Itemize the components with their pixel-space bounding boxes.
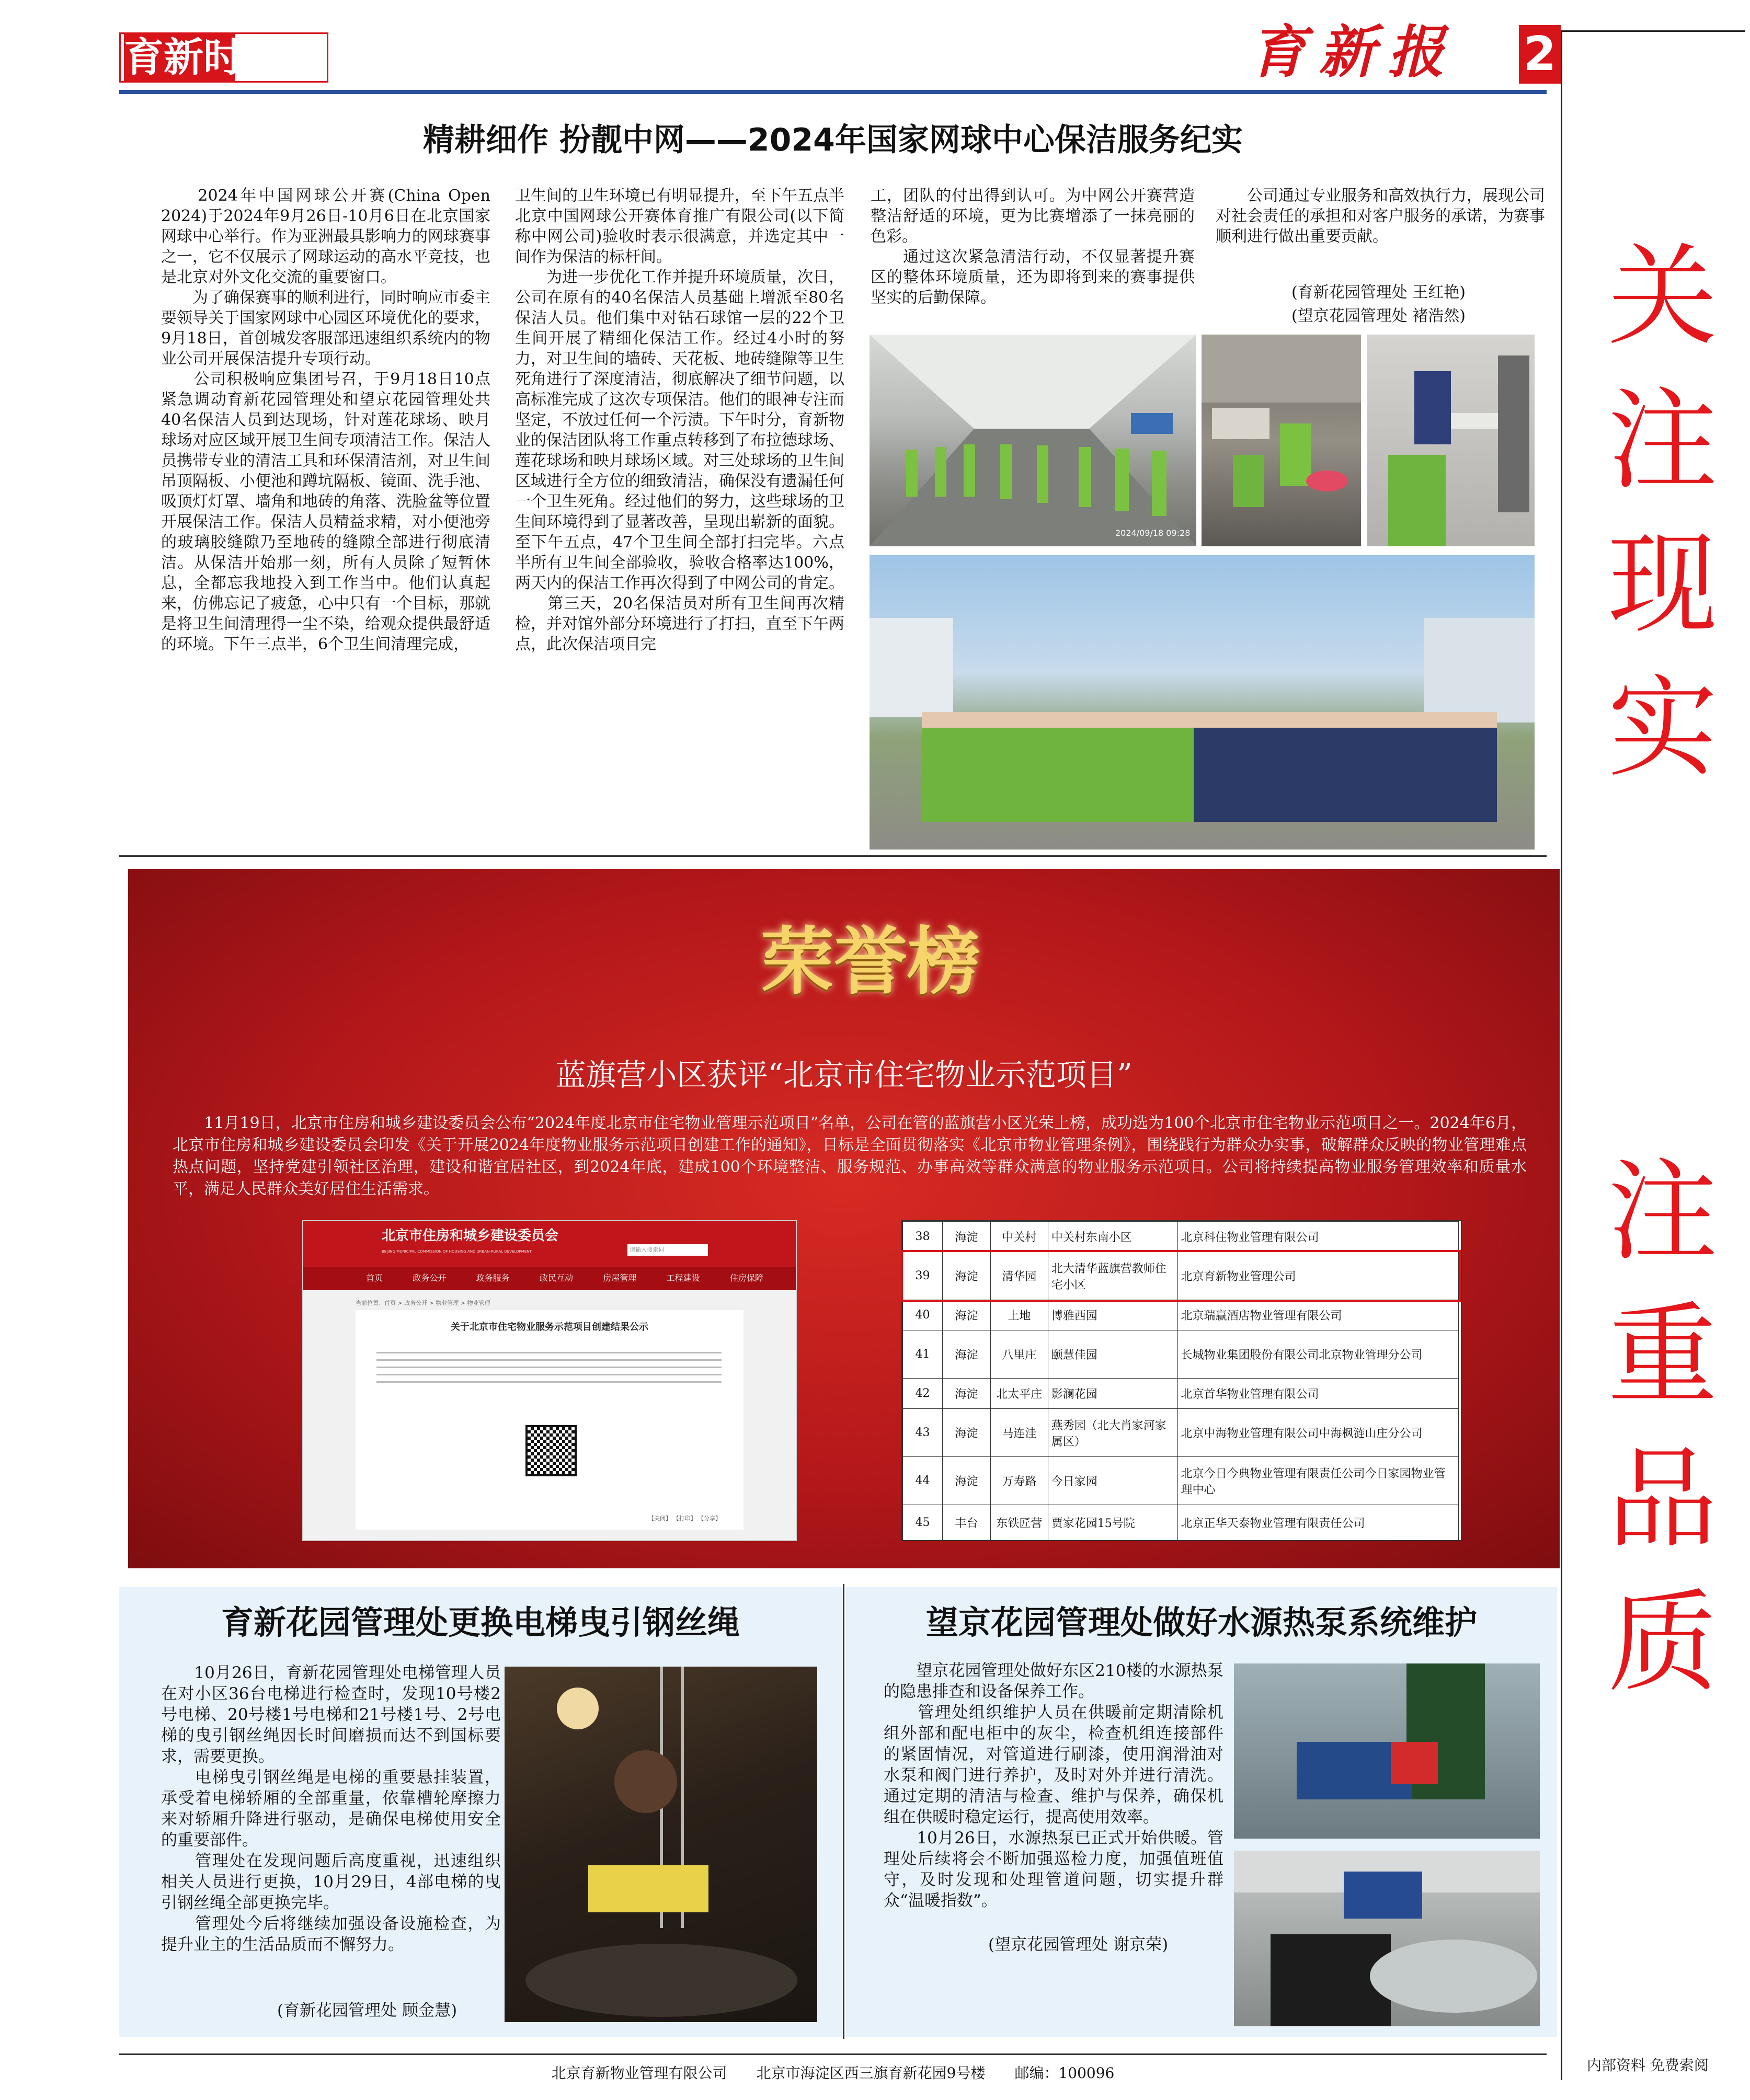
ceiling-cleaning-photo	[1367, 335, 1535, 546]
side-slogan-bottom: 注重品质	[1607, 1147, 1718, 1707]
article1-col4: 公司通过专业服务和高效执行力，展现公司对社会责任的承担和对客户服务的承诺，为赛事顺利进行做出重要贡献。	[1216, 187, 1545, 246]
heat-pump-scene-1	[1234, 1663, 1540, 1839]
article3-byline: (望京花园管理处 谢京荣)	[988, 1935, 1169, 1954]
side-slogan-top: 关注现实	[1607, 233, 1718, 792]
row-community: 燕秀园（北大肖家河家属区）	[1048, 1409, 1177, 1457]
row-street: 上地	[990, 1300, 1048, 1330]
row-district: 海淀	[942, 1457, 990, 1505]
washroom-cleaning-photo	[1202, 335, 1361, 546]
site-nav-housing[interactable]: 房屋管理	[603, 1273, 637, 1283]
row-number: 41	[903, 1330, 943, 1379]
article1-byline2: (望京花园管理处 褚浩然)	[1291, 307, 1466, 325]
article2-body: 10月26日，育新花园管理处电梯管理人员在对小区36台电梯进行检查时，发现10号楼2号电梯、20号楼1号电梯和21号楼1号、2号电梯的曳引钢丝绳因长时间磨损而达不到国标要求，需要更换。 电梯曳引钢丝绳是电梯的重要悬挂装置，承受着电梯轿厢的全部重量，依靠槽轮摩擦力来对轿厢升降进行驱动，是确保电梯使用安全的重要部件。 管理处在发现问题后高度重视，迅速组织相关人员进行更换，10月29日，4部电梯的曳引钢丝绳全部更换完毕。 管理处今后将继续加强设备设施检查，为提升业主的生活品质而不懈努力。	[161, 1663, 501, 1954]
article1-byline1: (育新花园管理处 王红艳)	[1291, 283, 1466, 302]
row-company: 长城物业集团股份有限公司北京物业管理分公司	[1177, 1330, 1458, 1379]
article3-title: 望京花园管理处做好水源热泵系统维护	[925, 1603, 1477, 1642]
row-company: 北京中海物业管理有限公司中海枫涟山庄分公司	[1177, 1409, 1458, 1457]
site-org-name: 北京市住房和城乡建设委员会	[382, 1228, 559, 1244]
site-nav-interaction[interactable]: 政民互动	[539, 1273, 573, 1283]
table-row	[903, 1409, 1459, 1457]
washroom-scene	[1202, 335, 1361, 546]
row-community: 今日家园	[1048, 1457, 1177, 1505]
website-screenshot	[302, 1220, 797, 1541]
row-district: 海淀	[942, 1409, 990, 1457]
site-header	[303, 1221, 796, 1267]
row-district: 海淀	[942, 1222, 990, 1252]
row-district: 海淀	[942, 1379, 990, 1409]
footer-address: 北京市海淀区西三旗育新花园9号楼	[756, 2064, 986, 2082]
table-row	[903, 1457, 1459, 1505]
article1-rule	[119, 855, 1547, 857]
site-nav-gov-service[interactable]: 政务服务	[476, 1273, 510, 1283]
row-number: 42	[903, 1379, 943, 1409]
article1-col2: 卫生间的卫生环境已有明显提升，至下午五点半北京中国网球公开赛体育推广有限公司(以下简称中网公司)验收时表示很满意，并选定其中一间作为保洁的标杆间。 为进一步优化工作并提升环境质量，次日，公司在原有的40名保洁人员基础上增派至80名保洁人员。他们集中对钻石球馆一层的22个卫生间开展了精细化保洁工作。经过4小时的努力，对卫生间的墙砖、天花板、地砖缝隙等卫生死角进行了深度清洁，彻底解决了细节问题，以高标准完成了这次专项保洁。他们的眼神专注而坚定，不放过任何一个污渍。下午时分，育新物业的保洁团队将工作重点转移到了布拉德球场、莲花球场和映月球场区域。对三处球场的卫生间区域进行全方位的细致清洁，确保没有遗漏任何一个卫生死角。经过他们的努力，这些球场的卫生间环境得到了显著改善，呈现出崭新的面貌。至下午五点，47个卫生间全部打扫完毕。六点半所有卫生间全部验收，验收合格率达100%，两天内的保洁工作再次得到了中网公司的肯定。 第三天，20名保洁员对所有卫生间再次精检，并对馆外部分环境进行了打扫，直至下午两点，此次保洁项目完	[515, 187, 844, 653]
team-group-photo	[870, 555, 1535, 850]
row-company: 北京今日今典物业管理有限责任公司今日家园物业管理中心	[1177, 1457, 1458, 1505]
table-row	[903, 1330, 1459, 1379]
footer-company: 北京育新物业管理有限公司	[551, 2064, 727, 2082]
site-search-input[interactable]: 请输入搜索词	[627, 1244, 708, 1256]
row-number: 45	[903, 1505, 943, 1541]
row-community: 中关村东南小区	[1048, 1222, 1177, 1252]
site-doc-title: 关于北京市住宅物业服务示范项目创建结果公示	[451, 1322, 648, 1333]
article3-body: 望京花园管理处做好东区210楼的水源热泵的隐患排查和设备保养工作。 管理处组织维护人员在供暖前定期清除机组外部和配电柜中的灰尘，检查机组连接部件的紧固情况，对管道进行刷漆，使用润滑油对水泵和阀门进行养护，及时对外并进行清洗。通过定期的清洁与检查、维护与保养，确保机组在供暖时稳定运行，提高使用效率。 10月26日，水源热泵已正式开始供暖。管理处后续将会不断加强巡检力度，加强值班值守，及时发现和处理管道问题，切实提升群众“温暖指数”。	[884, 1661, 1223, 1910]
page-number: 2	[1519, 25, 1561, 84]
elevator-scene	[505, 1667, 817, 2022]
heat-pump-photo-2	[1234, 1851, 1540, 2026]
table-row	[903, 1300, 1459, 1330]
team-scene	[870, 555, 1535, 850]
site-doc-footer: 【关闭】 【打印】 【分享】	[648, 1515, 721, 1522]
row-number: 44	[903, 1457, 943, 1505]
side-footnote: 内部资料 免费索阅	[1587, 2057, 1709, 2074]
corridor-scene	[870, 335, 1196, 546]
row-community: 贾家花园15号院	[1048, 1505, 1177, 1541]
site-doc	[356, 1310, 744, 1530]
photo-timestamp: 2024/09/18 09:28	[1115, 528, 1191, 538]
row-street: 马连洼	[990, 1409, 1048, 1457]
row-community: 颐慧佳园	[1048, 1330, 1177, 1379]
table-row	[903, 1505, 1459, 1541]
row-district: 丰台	[942, 1505, 990, 1541]
site-breadcrumb: 当前位置：首页 > 政务公开 > 物业管理 > 物业管理	[356, 1300, 490, 1306]
row-company: 北京育新物业管理公司	[1177, 1252, 1458, 1300]
row-number: 38	[903, 1222, 943, 1252]
site-doc-lines	[376, 1352, 722, 1388]
site-nav-gov-open[interactable]: 政务公开	[413, 1273, 447, 1283]
masthead-rule	[119, 90, 1547, 94]
article1-title: 精耕细作 扮靓中网——2024年国家网球中心保洁服务纪实	[423, 122, 1243, 158]
article2-byline: (育新花园管理处 顾金慧)	[277, 2001, 457, 2020]
row-community: 北大清华蓝旗营教师住宅小区	[1048, 1252, 1177, 1300]
row-street: 中关村	[990, 1222, 1048, 1252]
article1-col3: 工，团队的付出得到认可。为中网公开赛营造整洁舒适的环境，更为比赛增添了一抹亮丽的色彩。 通过这次紧急清洁行动，不仅显著提升赛区的整体环境质量，还为即将到来的赛事提供坚实的后勤保障。	[871, 187, 1195, 307]
row-district: 海淀	[942, 1300, 990, 1330]
article2-title: 育新花园管理处更换电梯曳引钢丝绳	[221, 1603, 740, 1642]
footer	[119, 2063, 1547, 2084]
site-org-en: BEIJING MUNICIPAL COMMISSION OF HOUSING AND URBAN-RURAL DEVELOPMENT	[382, 1249, 532, 1254]
table-row	[903, 1379, 1459, 1409]
row-street: 东铁匠营	[990, 1505, 1048, 1541]
row-number: 39	[903, 1252, 943, 1300]
row-company: 北京瑞赢酒店物业管理有限公司	[1177, 1300, 1458, 1330]
table-row	[903, 1222, 1459, 1252]
site-nav-home[interactable]: 首页	[366, 1273, 383, 1283]
footer-postcode: 邮编：100096	[1014, 2064, 1115, 2082]
row-community: 博雅西园	[1048, 1300, 1177, 1330]
row-street: 八里庄	[990, 1330, 1048, 1379]
heat-pump-photo-1	[1234, 1663, 1540, 1839]
row-company: 北京正华天泰物业管理有限责任公司	[1177, 1505, 1458, 1541]
row-street: 北太平庄	[990, 1379, 1048, 1409]
site-nav-items	[366, 1271, 763, 1287]
corridor-cleaning-photo	[870, 335, 1196, 546]
table-row	[903, 1252, 1459, 1300]
honor-body: 11月19日，北京市住房和城乡建设委员会公布“2024年度北京市住宅物业管理示范项目”名单，公司在管的蓝旗营小区光荣上榜，成功选为100个北京市住宅物业示范项目之一。2024年6月，北京市住房和城乡建设委员会印发《关于开展2024年度物业服务示范项目创建工作的通知》，目标是全面贯彻落实《北京市物业管理条例》，围绕践行为群众办实事，破解群众反映的物业管理难点热点问题，坚持党建引领社区治理，建设和谐宜居社区，到2024年底，建成100个环境整洁、服务规范、办事高效等群众满意的物业服务示范项目。公司将持续提高物业服务管理效率和质量水平，满足人民群众美好居住生活需求。	[173, 1114, 1527, 1198]
row-number: 43	[903, 1409, 943, 1457]
paper-name: 育新报	[1250, 19, 1457, 85]
row-company: 北京首华物业管理有限公司	[1177, 1379, 1458, 1409]
site-qr-code	[525, 1425, 577, 1476]
row-number: 40	[903, 1300, 943, 1330]
award-list-table	[901, 1220, 1462, 1541]
section-tag	[119, 32, 328, 83]
award-table	[902, 1221, 1459, 1541]
bottom-divider	[843, 1584, 844, 2039]
site-nav-security[interactable]: 住房保障	[729, 1273, 763, 1283]
row-district: 海淀	[942, 1252, 990, 1300]
elevator-rope-photo	[505, 1667, 817, 2022]
footer-rule	[119, 2053, 1547, 2055]
row-company: 北京科住物业管理有限公司	[1177, 1222, 1458, 1252]
article1-col1: 2024年中国网球公开赛(China Open 2024)于2024年9月26日-10月6日在北京国家网球中心举行。作为亚洲最具影响力的网球赛事之一，它不仅展示了网球运动的高水平竞技，也是北京对外文化交流的重要窗口。 为了确保赛事的顺利进行，同时响应市委主要领导关于国家网球中心园区环境优化的要求，9月18日，首创城发客服部迅速组织系统内的物业公司开展保洁提升专项行动。 公司积极响应集团号召，于9月18日10点紧急调动育新花园管理处和望京花园管理处共40名保洁人员到达现场，针对莲花球场、映月球场对应区域开展卫生间专项清洁工作。保洁人员携带专业的清洁工具和环保清洁剂，对卫生间吊顶隔板、小便池和蹲坑隔板、镜面、洗手池、吸顶灯灯罩、墙角和地砖的角落、洗脸盆等位置开展保洁工作。保洁人员精益求精，对小便池旁的玻璃胶缝隙乃至地砖的缝隙全部进行彻底清洁。从保洁开始那一刻，所有人员除了短暂休息，全都忘我地投入到工作当中。他们认真起来，仿佛忘记了疲惫，心中只有一个目标，那就是将卫生间清理得一尘不染，给观众提供最舒适的环境。下午三点半，6个卫生间清理完成，	[161, 187, 490, 653]
row-street: 万寿路	[990, 1457, 1048, 1505]
honor-headline: 蓝旗营小区获评“北京市住宅物业示范项目”	[555, 1057, 1133, 1093]
row-street: 清华园	[990, 1252, 1048, 1300]
row-district: 海淀	[942, 1330, 990, 1379]
site-nav-construction[interactable]: 工程建设	[666, 1273, 700, 1283]
heat-pump-scene-2	[1234, 1851, 1540, 2026]
row-community: 影澜花园	[1048, 1379, 1177, 1409]
ceiling-scene	[1367, 335, 1535, 546]
honor-banner: 荣誉榜	[760, 919, 980, 1005]
section-tag-label: 育新时讯	[124, 34, 323, 81]
